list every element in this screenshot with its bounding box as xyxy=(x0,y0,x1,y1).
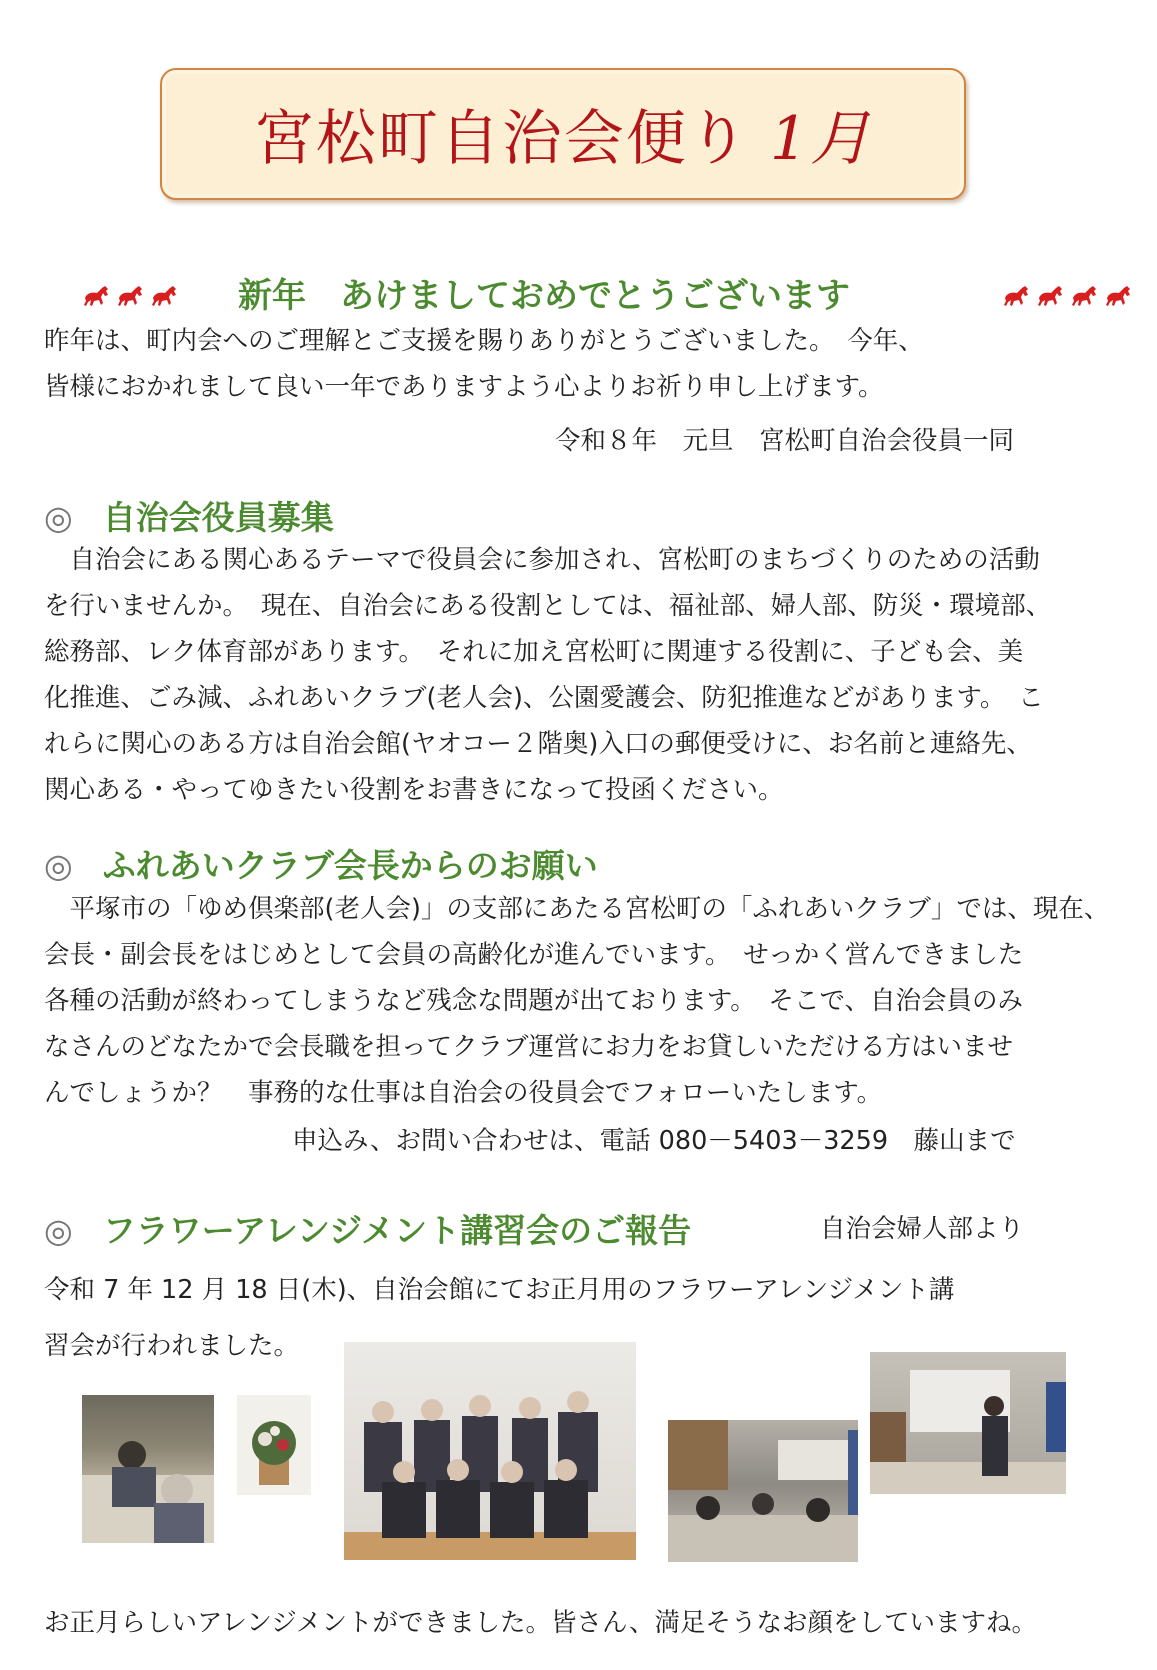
recruit-line: を行いませんか。 現在、自治会にある役割としては、福祉部、婦人部、防災・環境部、 xyxy=(44,591,1052,621)
workshop-photo-2-image xyxy=(668,1420,858,1562)
instructor-photo xyxy=(870,1352,1066,1494)
horse-icon xyxy=(150,284,180,308)
flower-from: 自治会婦人部より xyxy=(820,1214,1025,1244)
arrangement-photo xyxy=(237,1395,311,1495)
club-body xyxy=(44,886,1109,1116)
club-heading xyxy=(44,840,598,887)
club-line: 会長・副会長をはじめとして会員の高齢化が進んでいます。 せっかく営んできました xyxy=(44,940,1024,970)
group-photo-image xyxy=(344,1342,636,1560)
section-mark: ◎ xyxy=(44,846,73,885)
club-line: んでしょうか？ 事務的な仕事は自治会の役員会でフォローいたします。 xyxy=(44,1078,883,1108)
instructor-photo-image xyxy=(870,1352,1066,1494)
title-banner xyxy=(160,68,966,200)
club-contact: 申込み、お問い合わせは、電話 080－5403－3259 藤山まで xyxy=(292,1126,1016,1156)
recruit-line: 自治会にある関心あるテーマで役員会に参加され、宮松町のまちづくりのための活動 xyxy=(44,545,1040,575)
club-heading-text: ふれあいクラブ会長からのお願い xyxy=(102,846,598,885)
club-line: 各種の活動が終わってしまうなど残念な問題が出ております。 そこで、自治会員のみ xyxy=(44,986,1023,1016)
recruit-line: れらに関心のある方は自治会館(ヤオコー２階奥)入口の郵便受けに、お名前と連絡先、 xyxy=(44,729,1032,759)
page-title xyxy=(254,91,872,177)
recruit-heading-text: 自治会役員募集 xyxy=(102,498,334,537)
workshop-photo-2 xyxy=(668,1420,858,1562)
arrangement-photo-image xyxy=(237,1395,311,1495)
flower-heading-text: フラワーアレンジメント講習会のご報告 xyxy=(102,1211,692,1250)
title-month: 1月 xyxy=(769,104,873,174)
section-mark: ◎ xyxy=(44,498,73,537)
recruit-line: 化推進、ごみ減、ふれあいクラブ(老人会)、公園愛護会、防犯推進などがあります。 こ xyxy=(44,683,1044,713)
horse-icon xyxy=(1002,284,1032,308)
horse-icon xyxy=(1036,284,1066,308)
recruit-line: 総務部、レク体育部があります。 それに加え宮松町に関連する役割に、子ども会、美 xyxy=(44,637,1024,667)
horse-icon xyxy=(116,284,146,308)
flower-closing: お正月らしいアレンジメントができました。皆さん、満足そうなお顔をしていますね。 xyxy=(44,1608,1037,1638)
newyear-line: 皆様におかれまして良い一年でありますよう心よりお祈り申し上げます。 xyxy=(44,372,884,402)
horse-icon xyxy=(1104,284,1134,308)
group-photo xyxy=(344,1342,636,1560)
recruit-line: 関心ある・やってゆきたい役割をお書きになって投函ください。 xyxy=(44,775,784,805)
workshop-photo-1-image xyxy=(82,1395,214,1543)
club-line: 平塚市の「ゆめ倶楽部(老人会)」の支部にあたる宮松町の「ふれあいクラブ」では、現在、 xyxy=(44,894,1110,924)
horse-icon xyxy=(82,284,112,308)
workshop-photo-1 xyxy=(82,1395,214,1543)
flower-heading xyxy=(44,1205,691,1252)
recruit-body xyxy=(44,537,1051,813)
newyear-signature: 令和８年 元旦 宮松町自治会役員一同 xyxy=(555,426,1015,456)
horse-icons-right xyxy=(1002,284,1134,308)
section-mark: ◎ xyxy=(44,1211,73,1250)
newyear-body xyxy=(44,318,924,410)
horse-icons-left xyxy=(82,284,180,308)
flower-line: 令和 7 年 12 月 18 日(木)、自治会館にてお正月用のフラワーアレンジメント講 xyxy=(44,1275,955,1305)
club-line: なさんのどなたかで会長職を担ってクラブ運営にお力をお貸しいただける方はいませ xyxy=(44,1032,1014,1062)
newyear-heading: 新年 あけましておめでとうございます xyxy=(238,276,850,316)
title-main: 宮松町自治会便り xyxy=(253,104,750,174)
horse-icon xyxy=(1070,284,1100,308)
recruit-heading xyxy=(44,492,334,539)
flower-line: 習会が行われました。 xyxy=(44,1331,300,1361)
newyear-line: 昨年は、町内会へのご理解とご支援を賜りありがとうございました。 今年、 xyxy=(44,326,924,356)
